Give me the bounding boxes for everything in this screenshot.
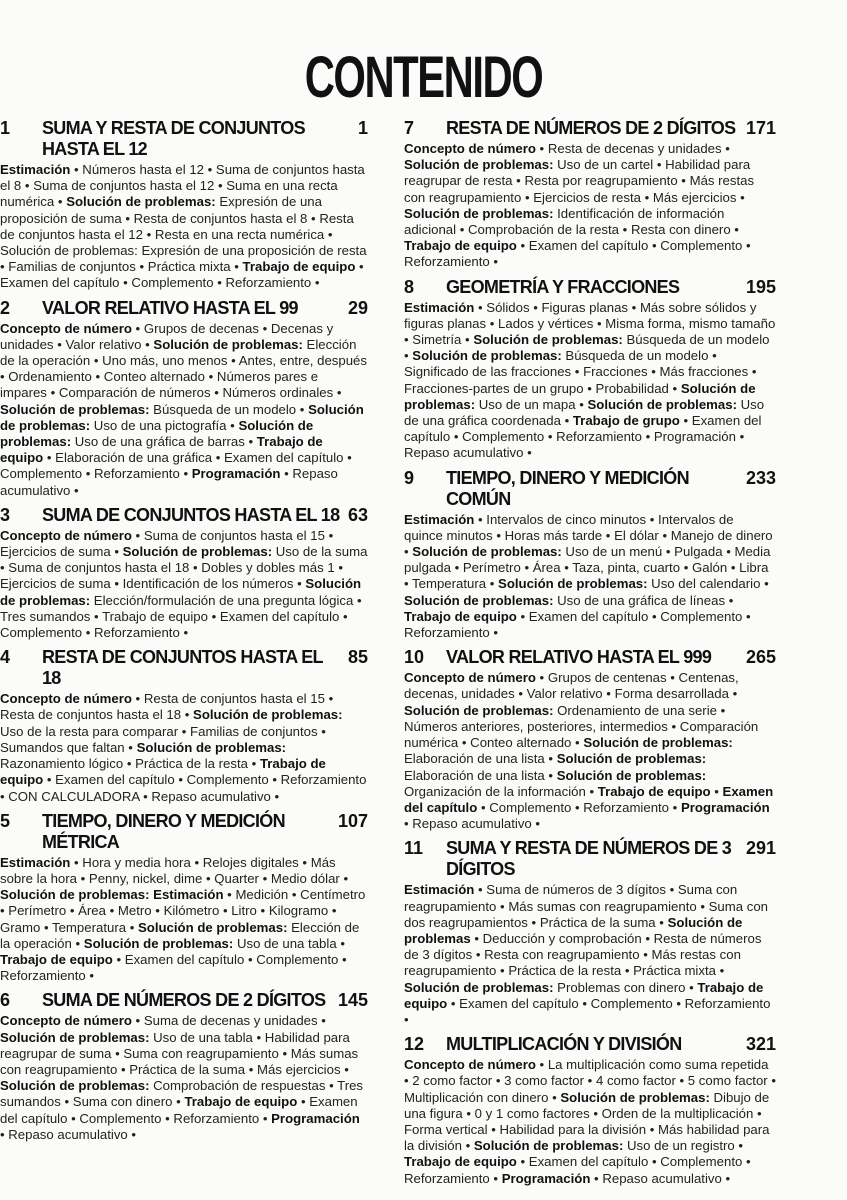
chapter-number: 4 [0,647,11,668]
topic-section-label: Concepto de número [0,691,132,707]
topic-section-label: Solución de problemas: Estimación [0,887,224,903]
topic-section-label: Trabajo de equipo [404,238,517,254]
chapter-title: SUMA DE CONJUNTOS HASTA EL 18 [42,504,340,525]
topic-text: Elección/formulación de una pregunta lógica • Tres sumandos • Trabajo de equipo • Examen del capítulo • Complemento • Reforzamiento • [0,592,362,641]
topic-section-label: Solución de problemas: [404,380,756,412]
topic-text: Organización de la información • [404,783,598,799]
topic-text: Elaboración de una lista • [404,751,557,767]
topic-section-label: Solución de problemas: [412,544,562,560]
chapter-number: 10 [404,647,425,668]
chapter-title: TIEMPO, DINERO Y MEDICIÓN COMÚN [446,467,689,509]
topic-text: • Examen del capítulo • Complemento • Reforzamiento • [404,238,751,270]
chapter-heading [404,118,776,139]
topic-text: • Números hasta el 12 • Suma de conjuntos hasta el 8 • Suma de conjuntos hasta el 12 • Suma en una recta numérica • [0,162,365,210]
chapter-entry [0,990,368,1143]
chapter-heading [404,647,776,668]
chapter-title: SUMA DE NÚMEROS DE 2 DÍGITOS [42,990,326,1011]
topic-section-label: Solución de problemas: [498,576,648,592]
topic-section-label: Trabajo de equipo [184,1094,298,1110]
topic-text: • Hora y media hora • Relojes digitales • Más sobre la hora • Penny, nickel, dime • Quarter • Medio dólar • [0,854,349,886]
chapter-topics [0,855,368,985]
chapter-title: VALOR RELATIVO HASTA EL 999 [446,647,712,668]
topic-text: Uso de una gráfica coordenada • [404,396,765,429]
topic-text: • Grupos de decenas • Decenas y unidades • Valor relativo • [0,320,334,352]
topic-text: Problemas con dinero • [553,979,698,995]
chapter-number: 12 [404,1034,425,1055]
topic-section-label: Trabajo de equipo [0,434,323,466]
topic-section-label: Estimación [0,854,71,870]
page-title: CONTENIDO [304,45,543,110]
topic-text: • Examen del capítulo • Complemento • Reforzamiento • [0,1094,358,1126]
chapter-number: 2 [0,297,11,318]
topic-section-label: Concepto de número [404,670,536,686]
chapter-topics [404,882,776,1028]
topic-section-label: Concepto de número [404,141,536,156]
topic-text: • Repaso acumulativo • [0,466,338,498]
topic-text: Búsqueda de un modelo • [149,401,309,417]
chapter-topics [0,1013,368,1143]
topic-text: Uso del calendario • [647,576,769,592]
chapter-title: SUMA Y RESTA DE NÚMEROS DE 3 DÍGITOS [446,838,732,880]
topic-text: Identificación de información adicional • Comprobación de la resta • Resta con dinero • [404,205,739,238]
chapter-heading [0,811,368,853]
chapter-entry [0,505,368,641]
chapter-entry [404,1034,776,1187]
chapter-heading [404,838,776,880]
topic-section-label: Solución de problemas: [473,332,623,348]
topic-text: • Deducción y comprobación • Resta de números de 3 dígitos • Resta con reagrupamiento • Más restas con reagrupamiento • Práctica de la resta • Práctica mixta • [404,930,762,979]
topic-text: • [710,783,723,799]
chapter-topics [0,162,368,292]
chapter-entry [0,647,368,804]
topic-section-label: Solución de problemas: [83,935,234,951]
chapter-topics [404,512,776,642]
chapter-page-number: 171 [745,118,776,138]
topic-section-label: Programación [680,799,770,815]
topic-text: • Sólidos • Figuras planas • Más sobre sólidos y figuras planas • Lados y vértices • Misma forma, mismo tamaño • Simetría • [404,299,776,348]
topic-section-label: Solución de problemas: [404,979,554,995]
topic-section-label: Solución de problemas: [66,194,216,210]
topic-text: Expresión de una proposición de suma • Resta de conjuntos hasta el 8 • Resta de conjuntos hasta el 12 • Resta en una recta numérica • Solución de problemas: Expresión de una proposición de resta • Familias de conjuntos • Práctica mixta • [0,194,367,275]
chapter-heading [0,505,368,526]
topic-text: Elección de la operación • Uno más, uno menos • Antes, entre, después • Ordenamiento • Conteo alternado • Números pares e impares • Comparación de números • Números ordinales • [0,336,367,401]
topic-section-label: Solución de problemas: [0,576,362,608]
topic-text: Uso de un registro • [623,1138,744,1154]
chapter-number: 1 [0,118,11,138]
chapter-number: 3 [0,504,11,525]
chapter-heading [404,468,776,510]
topic-text: • Suma de conjuntos hasta el 15 • Ejercicios de suma • [0,527,334,560]
topic-section-label: Solución de problemas: [137,919,288,935]
topic-text: Dibujo de una figura • 0 y 1 como factores • Orden de la multiplicación • Forma vertical • Habilidad para la división • Más habilidad para la división • [404,1089,770,1154]
topic-section-label: Solución de problemas: [412,348,562,364]
chapter-number: 9 [404,467,415,488]
topic-section-label: Solución de problemas: [0,401,364,433]
right-column [404,118,776,1193]
chapter-topics [404,670,776,832]
chapter-page-number: 291 [745,838,776,859]
topic-text: • Examen del capítulo • Complemento • Reforzamiento • CON CALCULADORA • Repaso acumulativo • [0,772,367,804]
chapter-page-number: 233 [745,467,776,488]
topic-section-label: Solución de problemas: [583,735,733,751]
topic-section-label: Solución de problemas: [404,702,554,718]
topic-text: Uso de una gráfica de líneas • [553,592,734,608]
chapter-entry [404,468,776,642]
chapter-heading [404,277,776,298]
chapter-heading [404,1034,776,1055]
topic-text: • Examen del capítulo • Complemento • Reforzamiento • [404,995,771,1027]
topic-text: • Examen del capítulo • Complemento • Reforzamiento • [404,1154,751,1186]
topic-text: • Suma de números de 3 dígitos • Suma con reagrupamiento • Más sumas con reagrupamiento • Suma con dos reagrupamientos • Práctica de la suma • [404,882,769,930]
chapter-page-number: 195 [745,276,776,297]
topic-section-label: Programación [191,466,281,482]
topic-text: Uso de una gráfica de barras • [71,434,257,450]
chapter-topics [404,1057,776,1187]
topic-section-label: Solución de problemas: [404,157,554,173]
chapter-title: SUMA Y RESTA DE CONJUNTOS HASTA EL 12 [42,118,305,159]
topic-section-label: Solución de problemas [404,914,743,946]
chapter-title: VALOR RELATIVO HASTA EL 99 [42,297,298,318]
chapter-topics [0,528,368,641]
chapter-page-number: 1 [357,118,368,138]
chapter-title: MULTIPLICACIÓN Y DIVISIÓN [446,1034,682,1055]
chapter-topics [0,321,368,499]
topic-text: • Examen del capítulo • Complemento • Reforzamiento • [0,259,364,291]
topic-text: Uso de una pictografía • [90,417,239,433]
topic-text: • Medición • Centímetro • Perímetro • Área • Metro • Kilómetro • Litro • Kilogramo • Gramo • Temperatura • [0,887,366,935]
topic-section-label: Solución de problemas: [587,396,737,412]
topic-text: Comprobación de respuestas • Tres sumandos • Suma con dinero • [0,1078,364,1110]
topic-text: Uso de un mapa • [475,396,588,412]
topic-section-label: Solución de problemas: [404,205,554,221]
topic-section-label: Trabajo de equipo [242,259,356,275]
chapter-entry [0,298,368,499]
chapter-number: 6 [0,990,11,1011]
topic-section-label: Trabajo de grupo [572,413,680,429]
chapter-heading [0,298,368,319]
chapter-page-number: 321 [745,1034,776,1055]
chapter-number: 8 [404,276,415,297]
topic-section-label: Concepto de número [0,527,132,543]
topic-section-label: Solución de problemas: [122,544,273,560]
topic-section-label: Concepto de número [0,1013,132,1029]
topic-text: • Intervalos de cinco minutos • Intervalos de quince minutos • Horas más tarde • El dólar • Manejo de dinero • [404,511,773,560]
topic-text: • Elaboración de una gráfica • Examen del capítulo • Complemento • Reforzamiento • [0,450,352,482]
topic-text: Uso de la resta para comparar • Familias de conjuntos • Sumandos que faltan • [0,723,326,755]
topic-section-label: Solución de problemas: [560,1089,710,1105]
chapter-number: 11 [404,838,424,859]
chapter-heading [0,990,368,1011]
topic-section-label: Solución de problemas: [193,707,343,723]
chapter-page-number: 107 [337,810,368,831]
topic-section-label: Estimación [404,299,475,315]
chapter-heading [0,118,368,160]
topic-section-label: Solución de problemas: [0,1029,150,1045]
topic-section-label: Solución de problemas: [404,592,554,608]
chapter-number: 5 [0,810,11,831]
chapter-number: 7 [404,118,415,138]
topic-text: • Examen del capítulo • Complemento • Reforzamiento • [0,951,347,984]
topic-text: Búsqueda de un modelo • Significado de las fracciones • Fracciones • Más fracciones • Fracciones-partes de un grupo • Probabilidad • [404,348,757,396]
chapter-topics [404,300,776,462]
topic-section-label: Solución de problemas: [473,1138,624,1154]
topic-text: Elaboración de una lista • [404,767,557,783]
topic-section-label: Programación [271,1110,360,1126]
topic-section-label: Trabajo de equipo [0,756,326,788]
topic-section-label: Concepto de número [404,1057,536,1073]
topic-text: Razonamiento lógico • Práctica de la resta • [0,756,260,772]
topic-section-label: Trabajo de equipo [404,1154,517,1170]
chapter-page-number: 265 [745,647,776,668]
topic-text: Búsqueda de un modelo • [404,332,770,364]
chapter-entry [404,118,776,271]
topic-section-label: Estimación [404,882,475,898]
left-column [0,118,368,1149]
topic-text: • Examen del capítulo • Complemento • Reforzamiento • Programación • Repaso acumulativo • [404,413,762,461]
topic-section-label: Solución de problemas: [556,767,707,783]
chapter-title: GEOMETRÍA Y FRACCIONES [446,276,680,297]
topic-section-label: Solución de problemas: [136,739,287,755]
chapter-entry [404,838,776,1028]
topic-section-label: Solución de problemas: [153,336,303,352]
topic-text: • Suma de decenas y unidades • [131,1013,326,1029]
topic-text: Uso de una tabla • Habilidad para reagrupar de suma • Suma con reagrupamiento • Más sumas con reagrupamiento • Práctica de la suma • Más ejercicios • [0,1029,359,1077]
topic-text: Elección de la operación • [0,919,360,951]
topic-section-label: Examen del capítulo [404,783,774,815]
topic-section-label: Solución de problemas: [0,1078,150,1094]
chapter-page-number: 63 [347,504,368,525]
chapter-heading [0,647,368,689]
chapter-title: RESTA DE CONJUNTOS HASTA EL 18 [42,647,323,689]
topic-text: Ordenamiento de una serie • Números anteriores, posteriores, intermedios • Comparación numérica • Conteo alternado • [404,702,759,751]
chapter-page-number: 145 [337,990,368,1011]
chapter-page-number: 29 [347,297,368,318]
chapter-entry [0,118,368,292]
topic-section-label: Programación [501,1170,591,1186]
topic-section-label: Solución de problemas: [556,751,707,767]
topic-text: Uso de la suma • Suma de conjuntos hasta el 18 • Dobles y dobles más 1 • Ejercicios de suma • Identificación de los números • [0,544,368,592]
topic-text: • Repaso acumulativo • [590,1170,731,1186]
topic-section-label: Estimación [0,162,71,177]
topic-text: Uso de un menú • Pulgada • Media pulgada • Perímetro • Área • Taza, pinta, cuarto • Galón • Libra • Temperatura • [404,544,771,592]
topic-text: • Grupos de centenas • Centenas, decenas, unidades • Valor relativo • Forma desarrollada • [404,670,739,702]
topic-text: • Examen del capítulo • Complemento • Reforzamiento • [404,608,751,641]
topic-text: • Complemento • Reforzamiento • [477,799,681,815]
topic-text: Uso de un cartel • Habilidad para reagrupar de resta • Resta por reagrupamiento • Más restas con reagrupamiento • Ejercicios de resta • Más ejercicios • [404,157,755,205]
topic-section-label: Estimación [404,511,475,527]
topic-section-label: Solución de problemas: [0,401,150,417]
chapter-entry [0,811,368,985]
topic-text: • Resta de conjuntos hasta el 15 • Resta de conjuntos hasta el 18 • [0,691,334,723]
topic-text: • Repaso acumulativo • [404,816,541,832]
topic-section-label: Trabajo de equipo [597,783,711,799]
topic-text: Uso de una tabla • [233,935,345,951]
topic-section-label: Trabajo de equipo [404,608,517,624]
chapter-title: RESTA DE NÚMEROS DE 2 DÍGITOS [446,118,736,138]
chapter-page-number: 85 [347,647,368,668]
chapter-entry [404,647,776,832]
topic-text: • Resta de decenas y unidades • [535,141,730,156]
chapter-title: TIEMPO, DINERO Y MEDICIÓN MÉTRICA [42,810,285,852]
topic-section-label: Trabajo de equipo [0,951,113,967]
chapter-topics [404,141,776,271]
topic-section-label: Concepto de número [0,320,132,336]
topic-section-label: Trabajo de equipo [404,979,764,1011]
chapter-entry [404,277,776,462]
topic-text: • La multiplicación como suma repetida • 2 como factor • 3 como factor • 4 como factor • 5 como factor • Multiplicación con dinero • [404,1057,776,1105]
topic-section-label: Solución de problemas: [0,417,314,450]
chapter-topics [0,691,368,804]
topic-text: • Repaso acumulativo • [0,1126,137,1142]
